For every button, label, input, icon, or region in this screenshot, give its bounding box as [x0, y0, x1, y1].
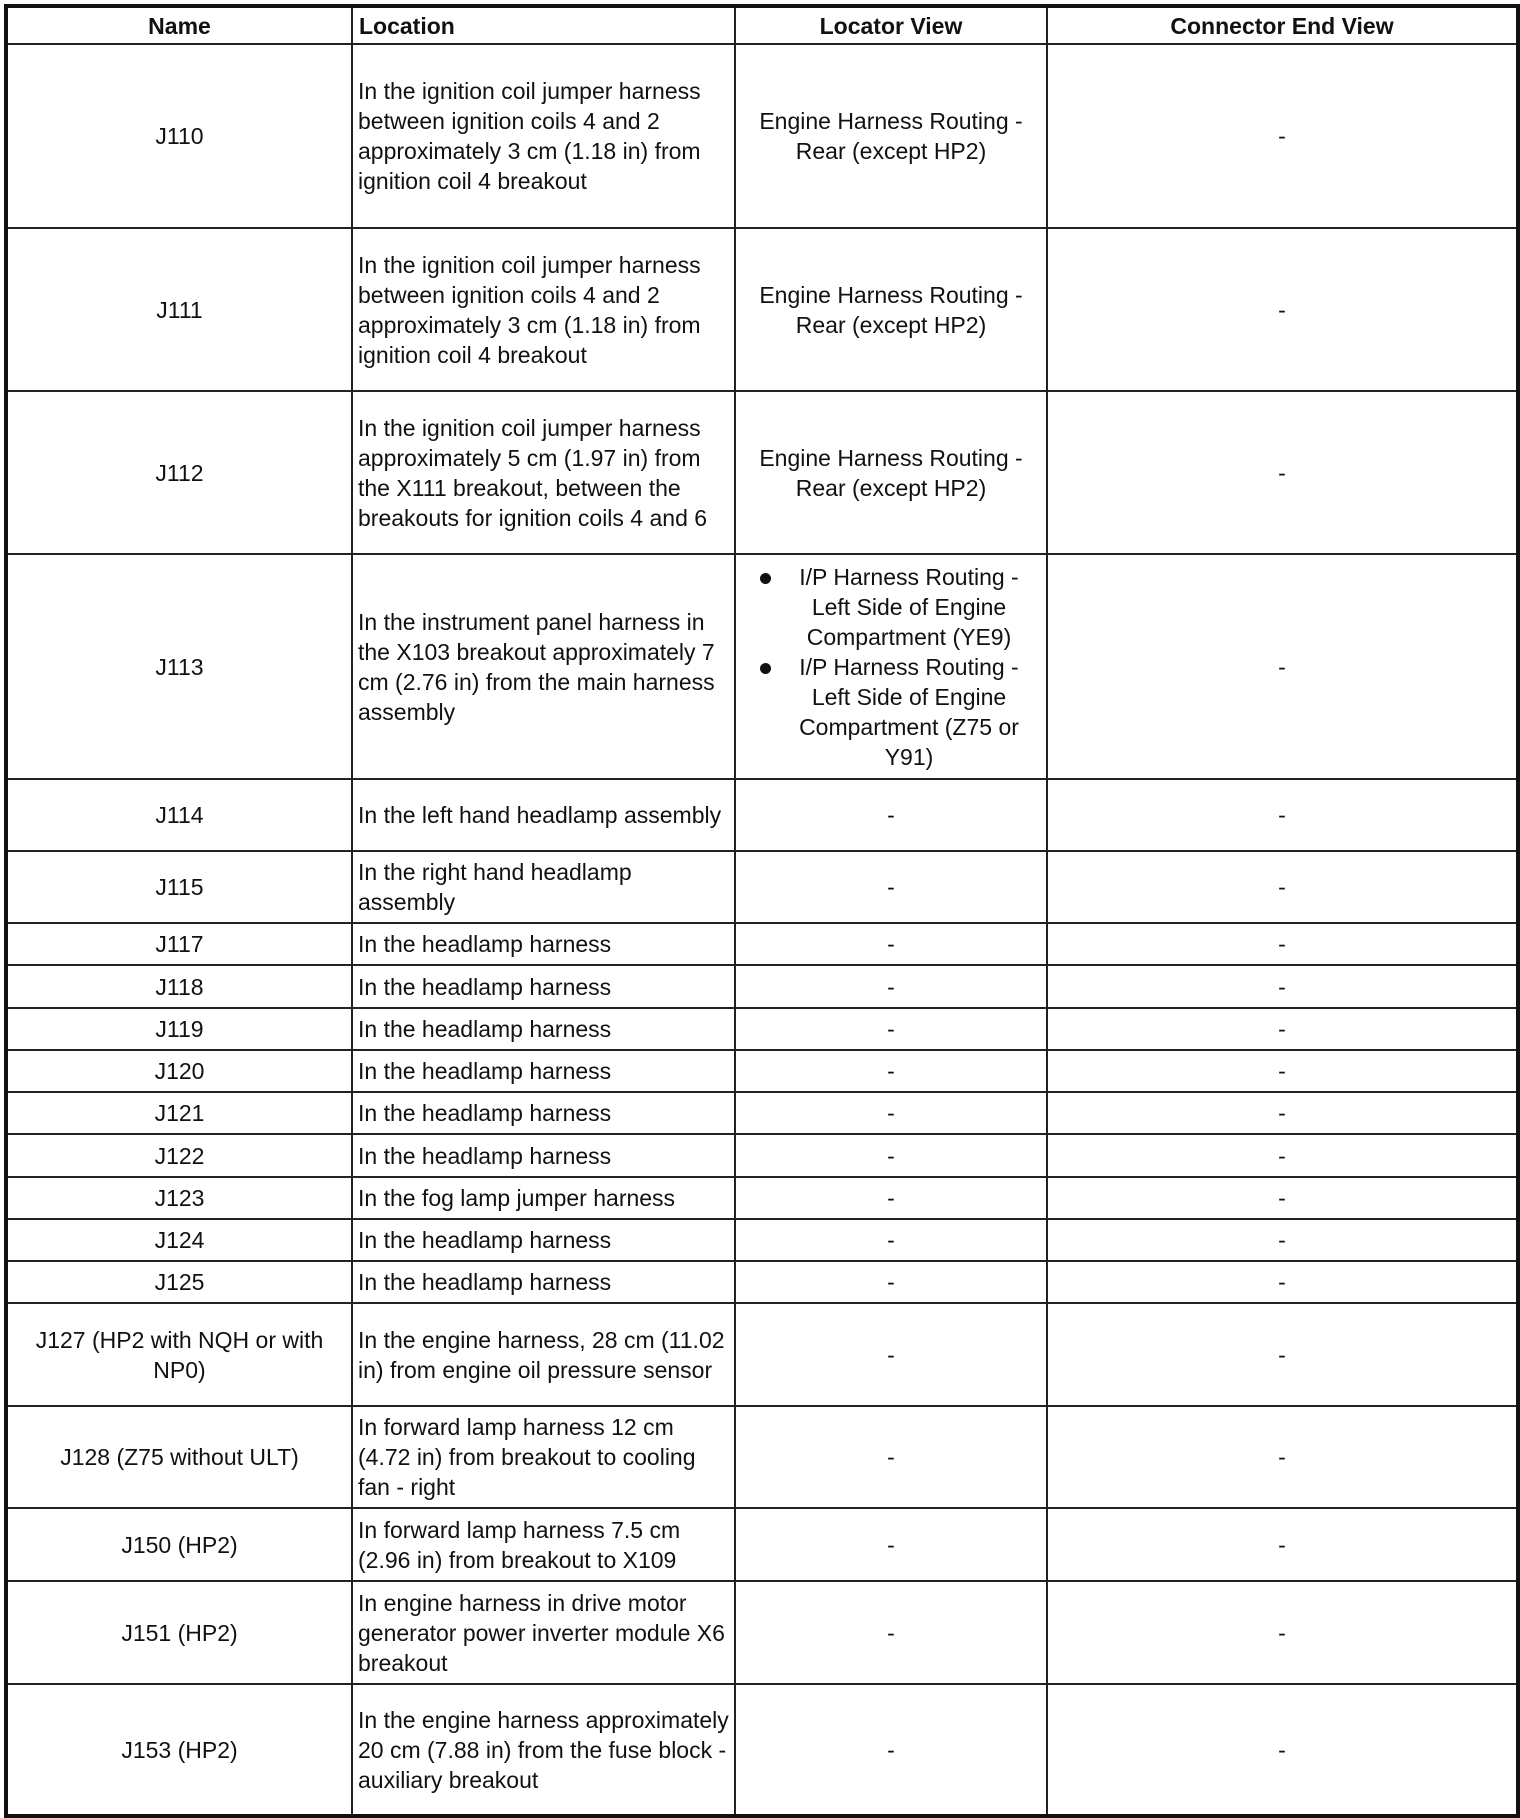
table-row — [6, 1008, 1518, 1050]
cell-location: In engine harness in drive motor generator power inverter module X6 breakout — [352, 1581, 735, 1684]
cell-name: J118 — [6, 965, 352, 1008]
cell-connector-end-view: - — [1047, 228, 1518, 391]
cell-location: In the right hand headlamp assembly — [352, 851, 735, 923]
table-row — [6, 1134, 1518, 1177]
cell-connector-end-view: - — [1047, 1177, 1518, 1219]
cell-name: J127 (HP2 with NQH or with NP0) — [6, 1303, 352, 1406]
cell-connector-end-view: - — [1047, 1684, 1518, 1816]
table-row — [6, 1684, 1518, 1816]
cell-connector-end-view: - — [1047, 1508, 1518, 1581]
table-row — [6, 1406, 1518, 1508]
cell-name: J121 — [6, 1092, 352, 1134]
cell-location: In forward lamp harness 7.5 cm (2.96 in) from breakout to X109 — [352, 1508, 735, 1581]
cell-name: J119 — [6, 1008, 352, 1050]
bullet-icon — [760, 573, 771, 584]
cell-connector-end-view: - — [1047, 44, 1518, 228]
cell-name: J112 — [6, 391, 352, 554]
cell-name: J150 (HP2) — [6, 1508, 352, 1581]
locator-view-text: I/P Harness Routing - Left Side of Engine Compartment (Z75 or Y91) — [799, 653, 1019, 770]
cell-name: J153 (HP2) — [6, 1684, 352, 1816]
cell-locator-view: - — [735, 1406, 1047, 1508]
cell-location: In the headlamp harness — [352, 1261, 735, 1303]
splice-location-table — [4, 4, 1520, 1818]
cell-location: In the ignition coil jumper harness between ignition coils 4 and 2 approximately 3 cm (1.18 in) from ignition coil 4 breakout — [352, 228, 735, 391]
table-row — [6, 1092, 1518, 1134]
cell-locator-view: - — [735, 1684, 1047, 1816]
header-name: Name — [6, 6, 352, 44]
cell-locator-view — [735, 554, 1047, 779]
cell-connector-end-view: - — [1047, 1406, 1518, 1508]
cell-connector-end-view: - — [1047, 554, 1518, 779]
cell-connector-end-view: - — [1047, 923, 1518, 965]
cell-location: In the ignition coil jumper harness approximately 5 cm (1.97 in) from the X111 breakout, between the breakouts for ignition coils 4 and 6 — [352, 391, 735, 554]
cell-name: J125 — [6, 1261, 352, 1303]
table-row — [6, 44, 1518, 228]
cell-name: J110 — [6, 44, 352, 228]
cell-locator-view: - — [735, 1092, 1047, 1134]
cell-location: In the headlamp harness — [352, 965, 735, 1008]
cell-name: J115 — [6, 851, 352, 923]
header-connector-end-view: Connector End View — [1047, 6, 1518, 44]
cell-connector-end-view: - — [1047, 1050, 1518, 1092]
table-row — [6, 923, 1518, 965]
cell-locator-view: - — [735, 1134, 1047, 1177]
cell-locator-view: Engine Harness Routing - Rear (except HP2) — [735, 391, 1047, 554]
table-row — [6, 1177, 1518, 1219]
cell-location: In the headlamp harness — [352, 1008, 735, 1050]
cell-location: In the headlamp harness — [352, 1092, 735, 1134]
header-locator-view: Locator View — [735, 6, 1047, 44]
locator-view-list — [744, 562, 1038, 772]
cell-locator-view: - — [735, 1050, 1047, 1092]
locator-view-text: I/P Harness Routing - Left Side of Engine Compartment (YE9) — [799, 563, 1019, 650]
header-row — [6, 6, 1518, 44]
table-row — [6, 391, 1518, 554]
cell-connector-end-view: - — [1047, 391, 1518, 554]
cell-location: In the left hand headlamp assembly — [352, 779, 735, 851]
cell-locator-view: - — [735, 923, 1047, 965]
cell-locator-view: - — [735, 1303, 1047, 1406]
table-row — [6, 779, 1518, 851]
cell-locator-view: Engine Harness Routing - Rear (except HP2) — [735, 228, 1047, 391]
table-row — [6, 1219, 1518, 1261]
cell-name: J111 — [6, 228, 352, 391]
cell-locator-view: - — [735, 1177, 1047, 1219]
cell-location: In the engine harness approximately 20 cm (7.88 in) from the fuse block - auxiliary breakout — [352, 1684, 735, 1816]
cell-name: J128 (Z75 without ULT) — [6, 1406, 352, 1508]
cell-locator-view: - — [735, 1261, 1047, 1303]
header-location: Location — [352, 6, 735, 44]
cell-connector-end-view: - — [1047, 851, 1518, 923]
cell-connector-end-view: - — [1047, 1261, 1518, 1303]
table-row — [6, 1581, 1518, 1684]
table-row — [6, 1303, 1518, 1406]
cell-name: J122 — [6, 1134, 352, 1177]
cell-locator-view: - — [735, 779, 1047, 851]
cell-location: In the headlamp harness — [352, 1050, 735, 1092]
cell-locator-view: - — [735, 1581, 1047, 1684]
bullet-icon — [760, 663, 771, 674]
cell-location: In the instrument panel harness in the X103 breakout approximately 7 cm (2.76 in) from the main harness assembly — [352, 554, 735, 779]
cell-locator-view: - — [735, 851, 1047, 923]
cell-locator-view: - — [735, 1508, 1047, 1581]
cell-locator-view: - — [735, 1219, 1047, 1261]
locator-view-list-item — [744, 562, 1038, 652]
cell-name: J117 — [6, 923, 352, 965]
cell-locator-view: - — [735, 965, 1047, 1008]
cell-name: J120 — [6, 1050, 352, 1092]
cell-locator-view: Engine Harness Routing - Rear (except HP2) — [735, 44, 1047, 228]
cell-connector-end-view: - — [1047, 779, 1518, 851]
cell-name: J113 — [6, 554, 352, 779]
table-row — [6, 228, 1518, 391]
cell-connector-end-view: - — [1047, 1303, 1518, 1406]
cell-location: In the headlamp harness — [352, 1134, 735, 1177]
cell-location: In the fog lamp jumper harness — [352, 1177, 735, 1219]
table-row — [6, 965, 1518, 1008]
cell-connector-end-view: - — [1047, 1581, 1518, 1684]
cell-name: J114 — [6, 779, 352, 851]
cell-location: In the headlamp harness — [352, 923, 735, 965]
cell-connector-end-view: - — [1047, 1219, 1518, 1261]
table-row — [6, 1261, 1518, 1303]
table-row — [6, 1050, 1518, 1092]
table-row — [6, 851, 1518, 923]
document — [4, 4, 1516, 1818]
cell-name: J151 (HP2) — [6, 1581, 352, 1684]
locator-view-list-item — [744, 652, 1038, 772]
cell-connector-end-view: - — [1047, 965, 1518, 1008]
cell-location: In the headlamp harness — [352, 1219, 735, 1261]
cell-location: In forward lamp harness 12 cm (4.72 in) from breakout to cooling fan - right — [352, 1406, 735, 1508]
table-row — [6, 1508, 1518, 1581]
cell-name: J123 — [6, 1177, 352, 1219]
table-body — [6, 44, 1518, 1816]
cell-connector-end-view: - — [1047, 1008, 1518, 1050]
cell-location: In the engine harness, 28 cm (11.02 in) from engine oil pressure sensor — [352, 1303, 735, 1406]
cell-locator-view: - — [735, 1008, 1047, 1050]
table-row — [6, 554, 1518, 779]
cell-name: J124 — [6, 1219, 352, 1261]
cell-location: In the ignition coil jumper harness between ignition coils 4 and 2 approximately 3 cm (1.18 in) from ignition coil 4 breakout — [352, 44, 735, 228]
cell-connector-end-view: - — [1047, 1134, 1518, 1177]
cell-connector-end-view: - — [1047, 1092, 1518, 1134]
